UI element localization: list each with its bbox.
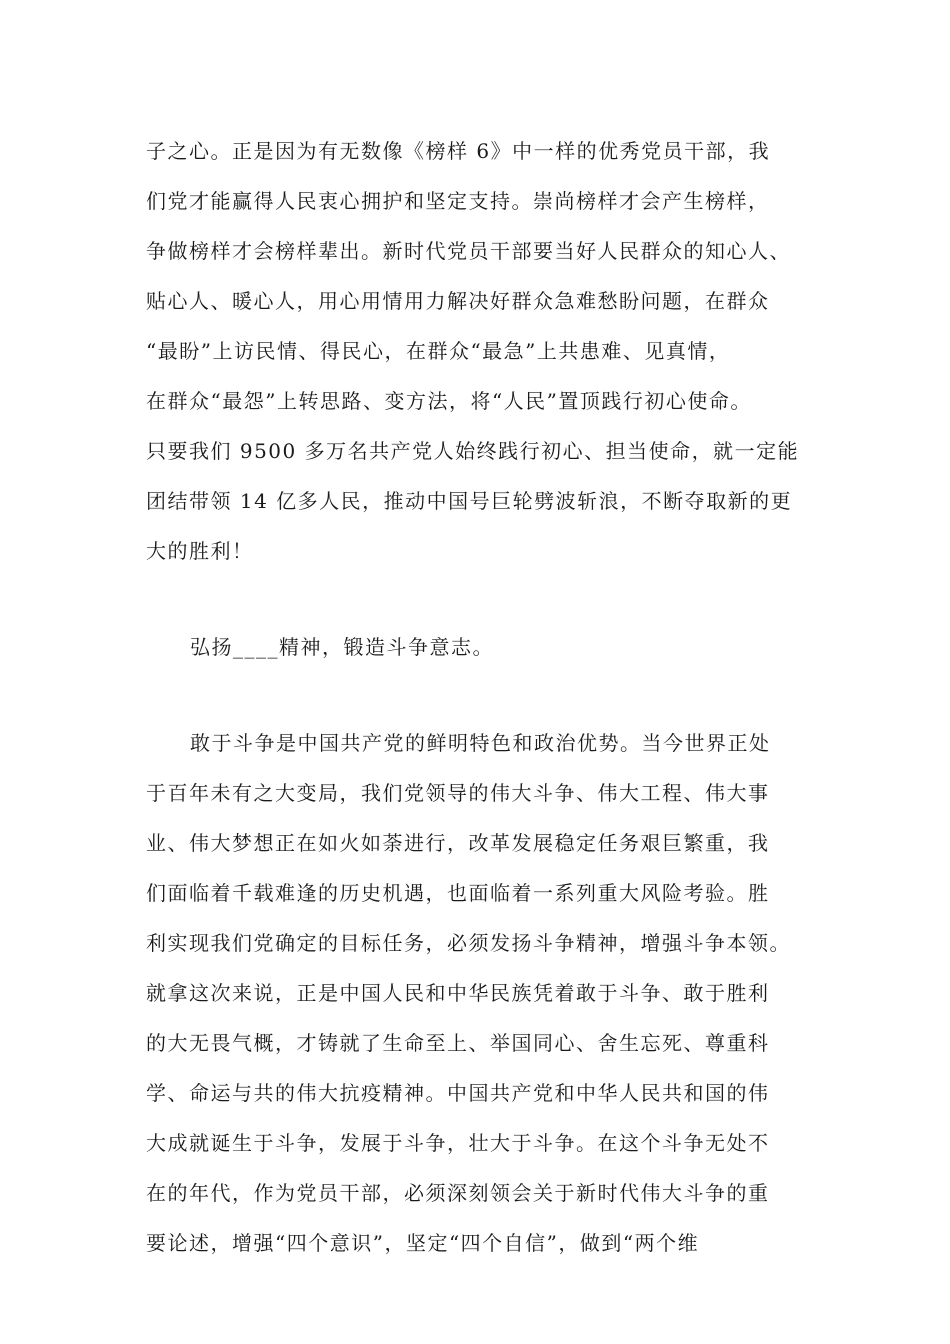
paragraph-2-line: 的大无畏气概，才铸就了生命至上、举国同心、舍生忘死、尊重科 [146, 1031, 770, 1055]
paragraph-2-line: 利实现我们党确定的目标任务，必须发扬斗争精神，增强斗争本领。 [146, 931, 791, 955]
paragraph-2-line: 在的年代，作为党员干部，必须深刻领会关于新时代伟大斗争的重 [146, 1181, 770, 1205]
paragraph-2-line: 就拿这次来说，正是中国人民和中华民族凭着敢于斗争、敢于胜利 [146, 981, 770, 1005]
paragraph-2-line: 于百年未有之大变局，我们党领导的伟大斗争、伟大工程、伟大事 [146, 781, 770, 805]
section-heading: 弘扬____精神，锻造斗争意志。 [190, 635, 494, 659]
paragraph-1-line: 们党才能赢得人民衷心拥护和坚定支持。崇尚榜样才会产生榜样， [146, 189, 770, 213]
paragraph-2-line: 大成就诞生于斗争，发展于斗争，壮大于斗争。在这个斗争无处不 [146, 1131, 770, 1155]
paragraph-1-line: 在群众“最怨”上转思路、变方法，将“人民”置顶践行初心使命。 [146, 389, 752, 413]
paragraph-1-line: “最盼”上访民情、得民心，在群众“最急”上共患难、见真情， [146, 339, 731, 363]
paragraph-2-line: 学、命运与共的伟大抗疫精神。中国共产党和中华人民共和国的伟 [146, 1081, 770, 1105]
paragraph-1-line: 团结带领 14 亿多人民，推动中国号巨轮劈波斩浪，不断夺取新的更 [146, 489, 793, 513]
paragraph-2-line: 们面临着千载难逢的历史机遇，也面临着一系列重大风险考验。胜 [146, 881, 770, 905]
paragraph-1-line: 贴心人、暖心人，用心用情用力解决好群众急难愁盼问题，在群众 [146, 289, 770, 313]
paragraph-1-line: 争做榜样才会榜样辈出。新时代党员干部要当好人民群众的知心人、 [146, 239, 791, 263]
document-body [146, 126, 811, 1268]
paragraph-1-line: 只要我们 9500 多万名共产党人始终践行初心、担当使命，就一定能 [146, 439, 800, 463]
paragraph-2-line: 要论述，增强“四个意识”，坚定“四个自信”，做到“两个维 [146, 1231, 700, 1255]
paragraph-2-line: 业、伟大梦想正在如火如荼进行，改革发展稳定任务艰巨繁重，我 [146, 831, 770, 855]
paragraph-1-line: 子之心。正是因为有无数像《榜样 6》中一样的优秀党员干部，我 [146, 139, 771, 163]
paragraph-2-line: 敢于斗争是中国共产党的鲜明特色和政治优势。当今世界正处 [190, 731, 771, 755]
paragraph-1-line: 大的胜利！ [146, 539, 254, 563]
